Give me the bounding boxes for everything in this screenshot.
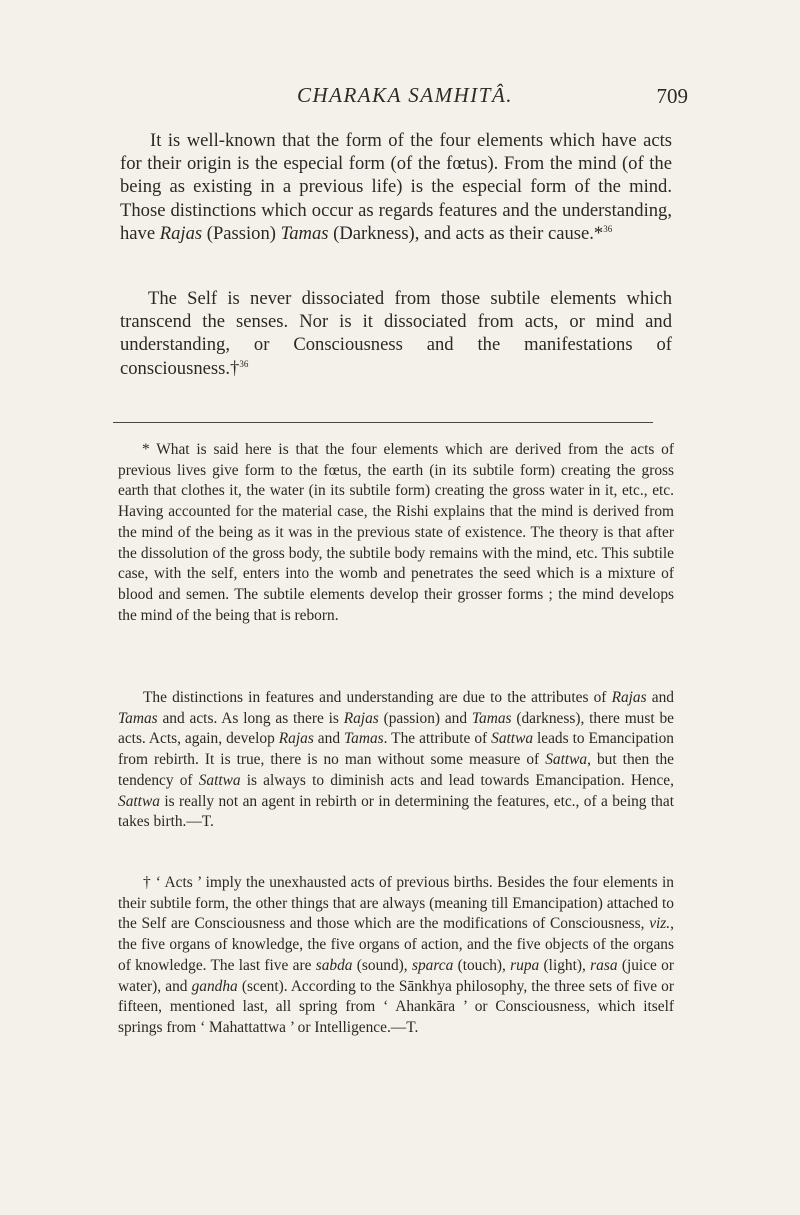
term-rasa: rasa (590, 956, 618, 974)
term-tamas: Tamas (118, 709, 158, 727)
term-tamas: Tamas (344, 730, 384, 748)
term-gandha: gandha (191, 977, 238, 995)
footnote-ref-2: 36 (239, 358, 249, 369)
note-2-s5: (darkness), there must be acts. Acts, again, develop (118, 709, 674, 748)
note-2-s11: is really not an agent in rebirth or in determining the features, etc., of a being that takes birth.—T. (118, 792, 674, 831)
note-2-s1: The distinctions in features and understanding are due to the attributes of (143, 689, 612, 706)
note-2-s8: leads to Emancipation from rebirth. It is true, there is no man without some measure of (118, 730, 675, 769)
note-2-s3: and acts. As long as there is (157, 709, 344, 727)
paragraph-1-text-a: It is well-known that the form of the four elements which have acts for their origin is the especial form (of the fœtus). From the mind (of the being as existing in a previous life) is the especial form of the mind. Those distinctions which occur as regards features and the understanding, have (120, 130, 672, 244)
note-2-s10: is always to diminish acts and lead towards Emancipation. Hence, (240, 771, 674, 789)
note-2-s9: , but then the tendency of (118, 751, 675, 789)
footnote-divider (113, 422, 653, 423)
footnote-2 (118, 688, 674, 833)
running-title: CHARAKA SAMHITÂ. (296, 83, 514, 107)
note-2-s4: (passion) and (378, 709, 472, 727)
term-sattwa: Sattwa (198, 771, 241, 789)
term-tamas: Tamas (471, 709, 512, 727)
note-3-s2: , the five organs of knowledge, the five organs of action, and the five objects of the organs of knowledge. The last five are (118, 915, 674, 974)
term-rajas: Rajas (278, 730, 314, 748)
footnote-1: * What is said here is that the four elements which are derived from the acts of previous lives give form to the fœtus, the earth (in its subtile form) creating the gross earth that clothes it, the water (in its subtile form) creating the gross water in it, etc., etc. Having accounted for the material case, the Rishi explains that the mind is derived from the mind of the being as it was in the previous state of existence. The theory is that after the dissolution of the gross body, the subtile body remains with the mind, etc. This subtile case, with the self, enters into the womb and penetrates the seed which is a mixture of blood and semen. The subtile elements develop their grosser forms ; the mind develops the mind of the being that is reborn. (118, 441, 674, 624)
note-3-s1: † ‘ Acts ’ imply the unexhausted acts of previous births. Besides the four elements in their subtile form, the other things that are always (meaning till Emancipation) attached to the Self are Consciousness and those which are the modifications of Consciousness, (118, 874, 674, 933)
note-3-s5: (light), (539, 956, 591, 974)
term-sabda: sabda (315, 956, 353, 974)
footnote-ref-1: 36 (603, 223, 613, 234)
footnote-3 (118, 873, 674, 1039)
term-sattwa: Sattwa (491, 730, 534, 748)
note-2-s2: and (646, 689, 674, 706)
term-sparca: sparca (411, 956, 454, 974)
main-paragraph-1 (120, 129, 672, 245)
page-number: 709 (656, 84, 688, 108)
note-3-s3: (sound), (352, 956, 412, 974)
term-rupa: rupa (510, 956, 540, 974)
note-3-s4: (touch), (453, 956, 511, 974)
main-paragraph-2 (120, 287, 672, 380)
term-tamas: Tamas (280, 222, 329, 244)
term-sattwa: Sattwa (545, 751, 588, 769)
paragraph-1-text-c: (Darkness), and acts as their cause.* (328, 222, 604, 244)
note-2-s7: . The attribute of (383, 730, 492, 748)
term-rajas: Rajas (343, 709, 379, 727)
note-2-s6: and (313, 730, 344, 748)
paragraph-1-text-b: (Passion) (202, 222, 281, 244)
term-rajas: Rajas (159, 222, 203, 244)
term-viz: viz. (649, 915, 671, 933)
term-sattwa: Sattwa (118, 792, 160, 810)
paragraph-2-text: The Self is never dissociated from those subtile elements which transcend the senses. Nor is it dissociated from acts, or mind and understanding, or Consciousness and the manifestations of consciousness.† (120, 288, 672, 379)
term-rajas: Rajas (611, 689, 647, 706)
note-3-s7: (scent). According to the Sānkhya philosophy, the three sets of five or fifteen, mentioned last, all spring from ‘ Ahankāra ’ or Consciousness, which itself springs from ‘ Mahattattwa ’ or Intelligence.—T. (118, 977, 674, 1036)
note-3-s6: (juice or water), and (118, 956, 674, 995)
